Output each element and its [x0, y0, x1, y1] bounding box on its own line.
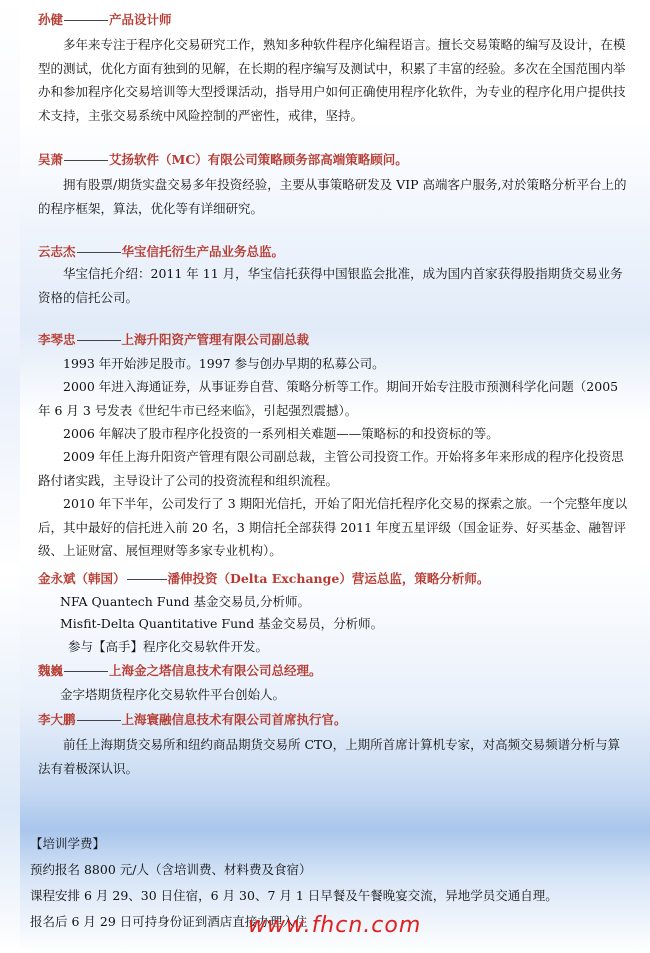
person-title: 艾扬软件（MC）有限公司策略顾务部高端策略顾问。 — [109, 152, 408, 167]
person-name: 李琴忠 — [38, 332, 76, 347]
heading-yunzhijie — [38, 242, 284, 260]
dash-rule — [77, 720, 121, 721]
bio-paragraph: 2010 年下半年，公司发行了 3 期阳光信托，开始了阳光信托程序化交易的探索之旅。一个完整年度以后，其中最好的信托进入前 20 名，3 期信托全部获得 2011 年度五星评级（国金证券、好买基金、融智评级、上证财富、展恒理财等多家专业机构）。 — [38, 496, 628, 558]
bio-paragraph: 2009 年任上海升阳资产管理有限公司副总裁，主管公司投资工作。开始将多年来形成的程序化投资思路付诸实践，主导设计了公司的投资流程和组织流程。 — [38, 449, 624, 488]
heading-liqinzhong — [38, 330, 309, 348]
dash-rule — [64, 671, 108, 672]
fees-line: 报名后 6 月 29 日可持身份证到酒店直接办理入住 — [30, 914, 308, 929]
person-name: 云志杰 — [38, 244, 76, 259]
bio-paragraph: 前任上海期货交易所和纽约商品期货交易所 CTO，上期所首席计算机专家，对高频交易频谱分析与算法有着极深认识。 — [38, 737, 621, 776]
person-name: 吴萧 — [38, 152, 64, 167]
person-name: 孙健 — [38, 12, 64, 27]
bio-paragraph: 2000 年进入海通证券，从事证券自营、策略分析等工作。期间开始专注股市预测科学化问题（2005 年 6 月 3 号发表《世纪牛市已经来临》，引起强烈震撼）。 — [38, 379, 619, 418]
role-line: Misfit-Delta Quantitative Fund 基金交易员，分析师。 — [60, 616, 384, 631]
heading-jinyongbin — [38, 569, 489, 587]
dash-rule — [77, 340, 121, 341]
site-watermark: www.fhcn.com — [248, 913, 422, 938]
bio-paragraph: 1993 年开始涉足股市。1997 参与创办早期的私募公司。 — [63, 356, 385, 371]
dash-rule — [77, 252, 121, 253]
person-title: 上海升阳资产管理有限公司副总裁 — [121, 332, 310, 347]
person-title: 上海寰融信息技术有限公司首席执行官。 — [121, 712, 347, 727]
fees-heading: 【培训学费】 — [30, 836, 106, 851]
person-title: 产品设计师 — [109, 12, 172, 27]
dash-rule — [64, 20, 108, 21]
bio-paragraph: 2006 年解决了股市程序化投资的一系列相关难题——策略标的和投资标的等。 — [63, 426, 499, 441]
heading-lidapeng — [38, 710, 347, 728]
person-name: 李大鹏 — [38, 712, 76, 727]
role-line: NFA Quantech Fund 基金交易员,分析师。 — [60, 594, 310, 609]
person-title: 上海金之塔信息技术有限公司总经理。 — [109, 663, 322, 678]
person-title: 华宝信托衍生产品业务总监。 — [121, 244, 285, 259]
fees-line: 课程安排 6 月 29、30 日住宿，6 月 30、7 月 1 日早餐及午餐晚宴交流，异地学员交通自理。 — [30, 888, 558, 903]
role-line: 金字塔期货程序化交易软件平台创始人。 — [60, 687, 286, 702]
bio-paragraph: 华宝信托介绍：2011 年 11 月，华宝信托获得中国银监会批准，成为国内首家获得股指期货交易业务资格的信托公司。 — [38, 266, 623, 305]
person-title: 潘伸投资（Delta Exchange）营运总监，策略分析师。 — [167, 571, 490, 586]
person-name: 魏巍 — [38, 663, 64, 678]
dash-rule — [64, 160, 108, 161]
dash-rule — [127, 579, 167, 580]
heading-wuxiao — [38, 150, 408, 168]
fees-line: 预约报名 8800 元/人（含培训费、材料费及食宿） — [30, 862, 312, 877]
person-name: 金永斌（韩国） — [38, 571, 126, 586]
heading-weiwei — [38, 661, 322, 679]
bio-paragraph: 拥有股票/期货实盘交易多年投资经验，主要从事策略研发及 VIP 高端客户服务,对於策略分析平台上的的程序框架，算法，优化等有详细研究。 — [38, 177, 627, 216]
role-line: 参与【高手】程序化交易软件开发。 — [68, 639, 269, 654]
left-decor-strip — [0, 0, 20, 953]
heading-sunjian — [38, 10, 172, 28]
bio-paragraph: 多年来专注于程序化交易研究工作，熟知多种软件程序化编程语言。擅长交易策略的编写及设计，在模型的测试，优化方面有独到的见解，在长期的程序编写及测试中，积累了丰富的经验。多次在全国范围内举办和参加程序化交易培训等大型授课活动，指导用户如何正确使用程序化软件，为专业的程序化用户提供技术支持，主张交易系统中风险控制的严密性，戒律，坚持。 — [38, 37, 626, 123]
